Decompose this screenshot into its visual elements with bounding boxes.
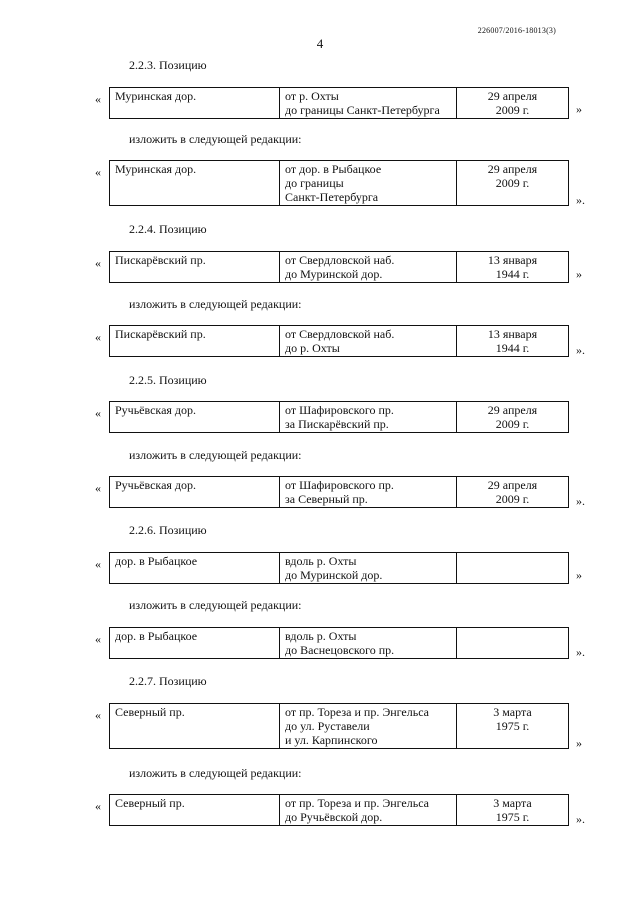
quote-close: » xyxy=(576,102,582,116)
revision-label: изложить в следующей редакции: xyxy=(129,297,302,311)
date-cell: 13 января 1944 г. xyxy=(487,327,538,355)
quote-close: ». xyxy=(576,193,585,207)
date-cell: 29 апреля 2009 г. xyxy=(487,162,538,190)
section-label: 2.2.4. Позицию xyxy=(129,222,207,236)
quote-close: ». xyxy=(576,494,585,508)
description-cell: от р. Охты до границы Санкт-Петербурга xyxy=(280,88,457,118)
date-cell: 3 марта 1975 г. xyxy=(493,705,532,733)
description-cell: от пр. Тореза и пр. Энгельса до ул. Руставели и ул. Карпинского xyxy=(280,704,457,748)
street-name-cell: дор. в Рыбацкое xyxy=(110,553,280,583)
street-name-cell: Ручьёвская дор. xyxy=(110,402,280,432)
street-name-cell: Пискарёвский пр. xyxy=(110,326,280,356)
description-cell: от пр. Тореза и пр. Энгельса до Ручьёвской дор. xyxy=(280,795,457,825)
section-label: 2.2.7. Позицию xyxy=(129,674,207,688)
quote-open: « xyxy=(95,481,101,495)
quote-close: » xyxy=(576,736,582,750)
page-number: 4 xyxy=(316,36,324,51)
date-cell: 13 января 1944 г. xyxy=(487,253,538,281)
document-number: 226007/2016-18013(3) xyxy=(477,26,556,35)
position-row-revised xyxy=(109,794,569,826)
date-cell: 3 марта 1975 г. xyxy=(493,796,532,824)
position-row-original xyxy=(109,703,569,749)
revision-label: изложить в следующей редакции: xyxy=(129,598,302,612)
position-row-revised xyxy=(109,627,569,659)
date-cell: 29 апреля 2009 г. xyxy=(487,403,538,431)
description-cell: от Шафировского пр. за Пискарёвский пр. xyxy=(280,402,457,432)
position-row-original xyxy=(109,552,569,584)
quote-open: « xyxy=(95,799,101,813)
quote-open: « xyxy=(95,92,101,106)
street-name-cell: Северный пр. xyxy=(110,704,280,748)
quote-close: » xyxy=(576,267,582,281)
quote-open: « xyxy=(95,165,101,179)
revision-label: изложить в следующей редакции: xyxy=(129,766,302,780)
street-name-cell: Муринская дор. xyxy=(110,88,280,118)
street-name-cell: Ручьёвская дор. xyxy=(110,477,280,507)
description-cell: вдоль р. Охты до Васнецовского пр. xyxy=(280,628,457,658)
revision-label: изложить в следующей редакции: xyxy=(129,448,302,462)
date-cell: 29 апреля 2009 г. xyxy=(487,89,538,117)
section-label: 2.2.6. Позицию xyxy=(129,523,207,537)
quote-open: « xyxy=(95,557,101,571)
position-row-revised xyxy=(109,325,569,357)
description-cell: от дор. в Рыбацкое до границы Санкт-Петербурга xyxy=(280,161,457,205)
quote-open: « xyxy=(95,330,101,344)
position-row-original xyxy=(109,251,569,283)
quote-close: ». xyxy=(576,812,585,826)
description-cell: от Свердловской наб. до Муринской дор. xyxy=(280,252,457,282)
date-cell xyxy=(457,553,568,583)
description-cell: вдоль р. Охты до Муринской дор. xyxy=(280,553,457,583)
description-cell: от Свердловской наб. до р. Охты xyxy=(280,326,457,356)
position-row-original xyxy=(109,401,569,433)
revision-label: изложить в следующей редакции: xyxy=(129,132,302,146)
quote-open: « xyxy=(95,708,101,722)
position-row-revised xyxy=(109,160,569,206)
position-row-revised xyxy=(109,476,569,508)
date-cell: 29 апреля 2009 г. xyxy=(487,478,538,506)
street-name-cell: дор. в Рыбацкое xyxy=(110,628,280,658)
quote-open: « xyxy=(95,256,101,270)
quote-close: » xyxy=(576,568,582,582)
section-label: 2.2.5. Позицию xyxy=(129,373,207,387)
date-cell xyxy=(457,628,568,658)
position-row-original xyxy=(109,87,569,119)
street-name-cell: Северный пр. xyxy=(110,795,280,825)
description-cell: от Шафировского пр. за Северный пр. xyxy=(280,477,457,507)
street-name-cell: Муринская дор. xyxy=(110,161,280,205)
street-name-cell: Пискарёвский пр. xyxy=(110,252,280,282)
section-label: 2.2.3. Позицию xyxy=(129,58,207,72)
quote-close: ». xyxy=(576,343,585,357)
quote-open: « xyxy=(95,406,101,420)
quote-close: ». xyxy=(576,645,585,659)
quote-open: « xyxy=(95,632,101,646)
